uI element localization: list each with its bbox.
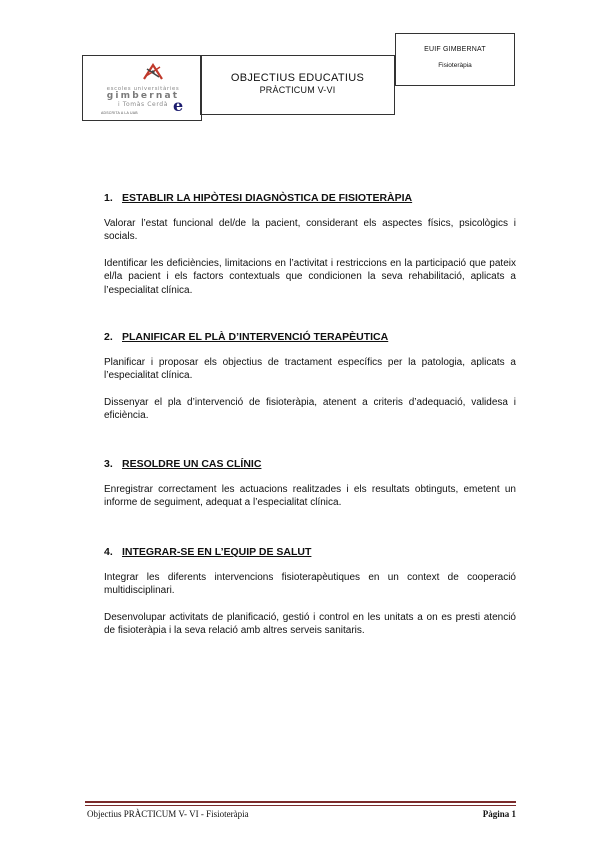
logo-e-icon: e — [173, 96, 184, 115]
section-1 — [104, 192, 516, 297]
section-heading — [104, 192, 516, 204]
section-number: 2. — [104, 331, 113, 343]
footer-document-name: Objectius PRÀCTICUM V- VI - Fisioteràpia — [87, 809, 249, 819]
section-title: ESTABLIR LA HIPÒTESI DIAGNÒSTICA DE FISIOTERÀPIA — [122, 192, 413, 204]
section-number: 3. — [104, 458, 113, 470]
document-title-box — [200, 55, 395, 115]
section-title: RESOLDRE UN CAS CLÍNIC — [122, 458, 262, 470]
page-number: Pàgina 1 — [482, 809, 516, 819]
section-paragraph: Desenvolupar activitats de planificació, gestió i control en les unitats a on es presti atenció de fisioteràpia i la seva relació amb altres serveis sanitaris. — [104, 611, 516, 637]
section-paragraph: Planificar i proposar els objectius de tractament específics per la patologia, aplicats a l’especialitat clínica. — [104, 357, 516, 382]
logo-adscrita: ADSCRITA A LA UAB — [101, 111, 138, 115]
document-title: OBJECTIUS EDUCATIUS — [230, 72, 365, 84]
footer-rule — [85, 801, 516, 803]
section-2 — [104, 331, 516, 423]
section-title: PLANIFICAR EL PLÀ D’INTERVENCIÓ TERAPÈUTICA — [122, 331, 389, 343]
logo-line1: escoles universitàries — [106, 86, 180, 92]
department-name: Fisioteràpia — [438, 62, 472, 69]
section-paragraph: Integrar les diferents intervencions fisioterapèutiques en un context de cooperació multidisciplinari. — [104, 572, 516, 597]
institution-box — [395, 33, 515, 86]
institution-name: EUIF GIMBERNAT — [424, 46, 486, 53]
footer-rule-thin — [85, 805, 516, 806]
logo-line2: gimbernat — [106, 91, 180, 101]
document-subtitle: PRÀCTICUM V-VI — [259, 85, 336, 95]
logo-line3: i Tomàs Cerdà — [118, 101, 168, 108]
section-paragraph: Enregistrar correctament les actuacions realitzades i els resultats obtinguts, emetent un informe de seguiment, adequat a l’especialitat clínica. — [104, 484, 516, 509]
section-number: 1. — [104, 192, 113, 204]
section-paragraph: Identificar les deficiències, limitacions en l’activitat i restriccions en la participació que pateix el/la pacient i els factors contextuals que condicionen la seva rehabilitació, aplicats a l’especialitat clínica. — [104, 257, 516, 296]
section-number: 4. — [104, 546, 113, 558]
section-heading — [104, 331, 516, 343]
section-4 — [104, 546, 516, 638]
section-3 — [104, 458, 516, 510]
section-heading — [104, 546, 516, 558]
section-heading — [104, 458, 516, 470]
section-paragraph: Valorar l’estat funcional del/de la pacient, considerant els aspectes físics, psicològics i socials. — [104, 218, 516, 243]
gimbernat-emblem-icon — [141, 61, 165, 83]
section-title: INTEGRAR-SE EN L’EQUIP DE SALUT — [122, 546, 312, 558]
institution-logo — [82, 55, 202, 121]
section-paragraph: Dissenyar el pla d’intervenció de fisioteràpia, atenent a criteris d’adequació, validesa i eficiència. — [104, 396, 516, 422]
